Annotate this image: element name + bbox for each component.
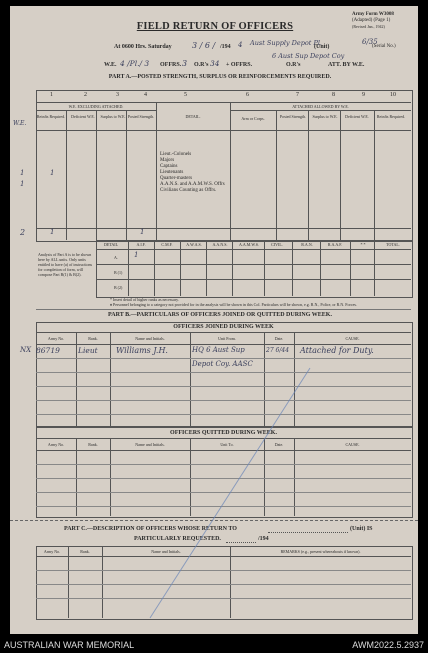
sub-header: Posted Strength.	[279, 114, 307, 119]
unit-value: Aust Supply Depot Pl.	[250, 39, 323, 47]
part-c-col: REMARKS (e.g., present whereabouts if known).	[280, 549, 361, 554]
army-prefix: NX	[20, 346, 32, 354]
offrs-label: OFFRS.	[160, 62, 182, 68]
army-form-label: Army Form W3008	[352, 12, 394, 17]
sub-header: Surplus to W.E.	[312, 114, 338, 119]
joined-unit-from-2: Depot Coy. AASC	[192, 360, 253, 368]
rank-item: Quarter-masters	[160, 176, 193, 181]
year-value: 4	[238, 41, 243, 49]
analysis-col: TOTAL.	[386, 242, 400, 247]
ors-value: 34	[210, 59, 220, 68]
hw-total: 2	[20, 228, 26, 237]
footnote-2: ♦ Personnel belonging to a category not provided for in the analysis will be shown in this Col. Particulars will be shown, e.g. R.N., Police, or R.N. Forces.	[110, 302, 357, 307]
joined-army-no: 86719	[36, 346, 60, 355]
sub-header: Reinfts Required.	[376, 114, 406, 119]
sub-header: Arm or Corps.	[241, 116, 265, 121]
hw-mark: 1	[134, 251, 139, 259]
form-title: FIELD RETURN OF OFFICERS	[136, 21, 294, 32]
analysis-row-label: A.	[114, 255, 118, 260]
analysis-col: C.M.F.	[161, 242, 173, 247]
part-a-heading: PART A.—POSTED STRENGTH, SURPLUS OR REINFORCEMENTS REQUIRED.	[108, 74, 332, 80]
form-page	[10, 6, 418, 634]
we-label: W.E.	[104, 62, 117, 68]
analysis-col: R.A.N.	[301, 242, 313, 247]
rank-item: Lieut.-Colonels	[160, 152, 192, 157]
analysis-col: A.A.M.W.S.	[239, 242, 259, 247]
analysis-row-label: B (1)	[114, 270, 123, 275]
joined-date: 27 6/44	[266, 347, 290, 354]
revised-label: (Revised Jan., 1942)	[352, 24, 385, 29]
left-margin-note: W.E.	[13, 120, 27, 127]
we-value: 4 /Pl./ 3	[120, 59, 150, 68]
joined-cause: Attached for Duty.	[300, 346, 374, 355]
quitted-col: Date.	[274, 442, 284, 447]
analysis-note: Analysis of Part A is to be shown here by ALL units. Only units entitled to have (a) of instructions for completion of form, will compose Part B(1) & B(2).	[38, 252, 93, 277]
serial-no-label: (Serial No.)	[372, 44, 396, 49]
joined-col: Rank.	[88, 336, 98, 341]
part-c-col: Name and Initials.	[151, 549, 181, 554]
sub-header: Surplus to W.E.	[100, 114, 126, 119]
unit-value-2: 6 Aust Sup Depot Coy	[272, 52, 345, 60]
joined-name: Williams J.H.	[116, 346, 168, 355]
col-num: 8	[332, 92, 335, 98]
year-label: /194	[220, 44, 231, 50]
col-num: 6	[246, 92, 249, 98]
unit-label: (Unit)	[314, 44, 330, 50]
col-num: 10	[390, 92, 396, 98]
part-c-col: Rank.	[80, 549, 90, 554]
analysis-row-label: B (2)	[114, 285, 123, 290]
rank-item: Lieutenants	[160, 170, 184, 175]
ors2-label: O.R's	[286, 62, 301, 68]
att-label: ATT. BY W.E.	[328, 62, 365, 68]
col-num: 3	[116, 92, 119, 98]
footer-left: AUSTRALIAN WAR MEMORIAL	[4, 640, 135, 650]
part-c-col: Army No.	[43, 549, 61, 554]
hw-mark: 1	[20, 180, 25, 188]
analysis-col: CIVIL.	[271, 242, 283, 247]
col-num: 2	[84, 92, 87, 98]
part-c-unit-label: (Unit) IS	[350, 526, 373, 532]
sub-header: Deficient W.E.	[71, 114, 95, 119]
we-excluding-header: W.E. EXCLUDING ATTACHED.	[68, 104, 124, 109]
footnote-1: * Insert detail of higher ranks as necessary.	[110, 297, 179, 302]
quitted-col: Unit To.	[220, 442, 234, 447]
quitted-heading: OFFICERS QUITTED DURING WEEK.	[170, 430, 277, 436]
joined-col: Name and Initials.	[135, 336, 165, 341]
analysis-col: R.A.A.F.	[327, 242, 343, 247]
hw-total: 1	[140, 228, 145, 236]
joined-col: Unit From.	[218, 336, 236, 341]
joined-col: CAUSE.	[345, 336, 360, 341]
crease-line	[10, 6, 418, 634]
sub-header: Reinfts Required.	[36, 114, 66, 119]
quitted-col: Name and Initials.	[135, 442, 165, 447]
analysis-col: DETAIL	[103, 242, 119, 247]
col-num: 4	[144, 92, 147, 98]
analysis-col: A.A.N.S.	[212, 242, 228, 247]
at-label: At 0600 Hrs. Saturday	[114, 44, 172, 50]
analysis-col: A.W.A.S.	[186, 242, 202, 247]
attached-allowed-header: ATTACHED ALLOWED BY W.E.	[292, 104, 349, 109]
joined-unit-from: HQ 6 Aust Sup	[192, 346, 245, 354]
col-num: 7	[296, 92, 299, 98]
footer-right: AWM2022.5.2937	[352, 640, 424, 650]
analysis-col: A.I.F.	[136, 242, 146, 247]
part-c-year: /194	[258, 536, 269, 542]
hw-total: 1	[50, 228, 55, 236]
adapted-label: (Adapted) (Page 1)	[352, 18, 391, 23]
date-value: 3 / 6 /	[192, 41, 216, 50]
part-b-heading: PART B.—PARTICULARS OF OFFICERS JOINED OR QUITTED DURING WEEK.	[108, 312, 332, 318]
hw-mark: 1	[20, 169, 25, 177]
joined-heading: OFFICERS JOINED DURING WEEK	[173, 324, 274, 330]
part-c-particularly: PARTICULARLY REQUESTED.	[134, 536, 221, 542]
col-num: 9	[362, 92, 365, 98]
sub-header: Posted Strength.	[127, 114, 155, 119]
joined-rank: Lieut	[78, 346, 98, 355]
hw-mark: 1	[50, 169, 55, 177]
rank-item: Civilians Counting as Offrs.	[160, 188, 217, 193]
col-num: 5	[184, 92, 187, 98]
offrs-value: 3	[182, 59, 188, 68]
offrs2-label: + OFFRS.	[226, 62, 253, 68]
analysis-col: * *	[360, 242, 366, 247]
detail-header: DETAIL.	[185, 114, 201, 119]
joined-col: Army No.	[47, 336, 65, 341]
rank-item: Captains	[160, 164, 178, 169]
quitted-col: CAUSE.	[345, 442, 360, 447]
rank-item: A.A.N.S. and A.A.M.W.S. Offrs	[160, 182, 225, 187]
ors-label: O.R's	[194, 62, 209, 68]
rank-item: Majors	[160, 158, 175, 163]
joined-col: Date.	[274, 336, 284, 341]
col-num: 1	[50, 92, 53, 98]
quitted-col: Army No.	[47, 442, 65, 447]
quitted-col: Rank.	[88, 442, 98, 447]
serial-no-value: 6/35	[362, 38, 378, 46]
part-c-heading: PART C.—DESCRIPTION OF OFFICERS WHOSE RETURN TO	[64, 526, 237, 532]
sub-header: Deficient W.E.	[345, 114, 369, 119]
